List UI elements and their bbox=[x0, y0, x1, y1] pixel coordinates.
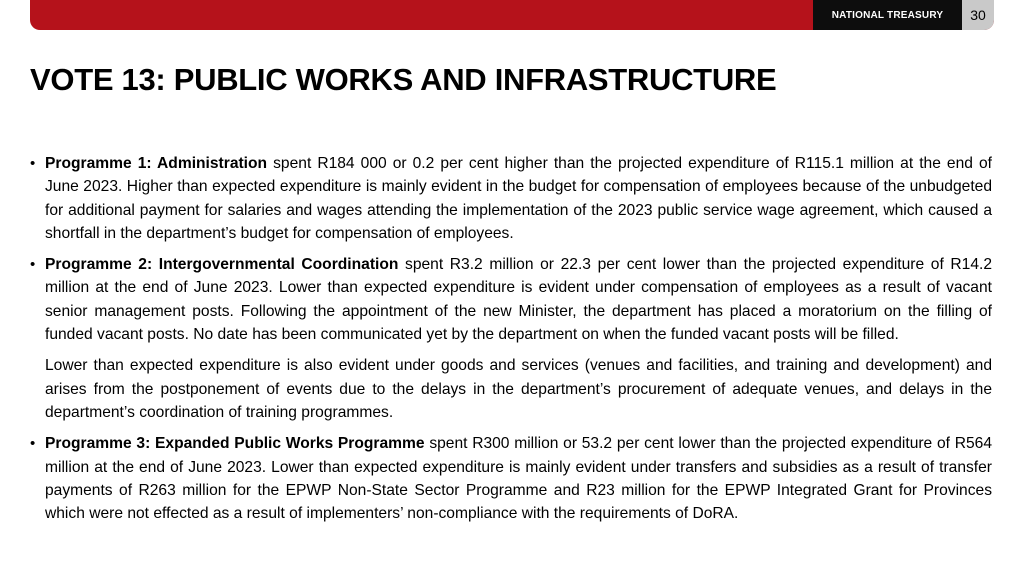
bullet-icon: • bbox=[30, 256, 36, 274]
paragraph-text: spent R184 000 or 0.2 per cent higher than the projected expenditure of R115.1 million at the end of June 2023. Higher than expected expenditure is mainly evident in the budget for compensation of employees because of the unbudgeted for additional payment for salaries and wages attending the implementation of the 2023 public service wage agreement, which caused a shortfall in the department’s budget for compensation of employees. bbox=[45, 155, 992, 242]
slide-title: VOTE 13: PUBLIC WORKS AND INFRASTRUCTURE bbox=[30, 62, 777, 97]
paragraph-text: spent R3.2 million or 22.3 per cent lower than the projected expenditure of R14.2 million at the end of June 2023. Lower than expected expenditure is evident under compensation of employees as a result of vacant senior management posts. Following the appointment of the new Minister, the department has placed a moratorium on the filling of funded vacant posts. No date has been communicated yet by the department on when the funded vacant posts will be filled. bbox=[45, 256, 992, 344]
bullet-icon: • bbox=[30, 155, 36, 172]
bullet-paragraph-programme-2 bbox=[30, 253, 992, 346]
programme-heading: Programme 3: Expanded Public Works Programme bbox=[45, 435, 425, 453]
slide-body bbox=[30, 152, 992, 533]
page-number: 30 bbox=[962, 0, 994, 30]
bullet-paragraph-programme-1 bbox=[30, 152, 992, 245]
bullet-paragraph-programme-3 bbox=[30, 432, 992, 525]
organisation-label: NATIONAL TREASURY bbox=[813, 0, 962, 30]
paragraph-text: spent R300 million or 53.2 per cent lower than the projected expenditure of R564 million at the end of June 2023. Lower than expected expenditure is mainly evident under transfers and subsidies as a result of transfer payments of R263 million for the EPWP Non-State Sector Programme and R23 million for the EPWP Integrated Grant for Provinces which were not effected as a result of implementers’ non-compliance with the requirements of DoRA. bbox=[45, 435, 992, 523]
programme-heading: Programme 2: Intergovernmental Coordination bbox=[45, 256, 399, 274]
bullet-icon: • bbox=[30, 435, 36, 453]
continuation-paragraph bbox=[30, 354, 992, 424]
programme-heading: Programme 1: Administration bbox=[45, 155, 268, 172]
paragraph-text: Lower than expected expenditure is also evident under goods and services (venues and facilities, and training and development) and arises from the postponement of events due to the delays in the department’s procurement of adequate venues, and delays in the department’s coordination of training programmes. bbox=[45, 357, 992, 421]
